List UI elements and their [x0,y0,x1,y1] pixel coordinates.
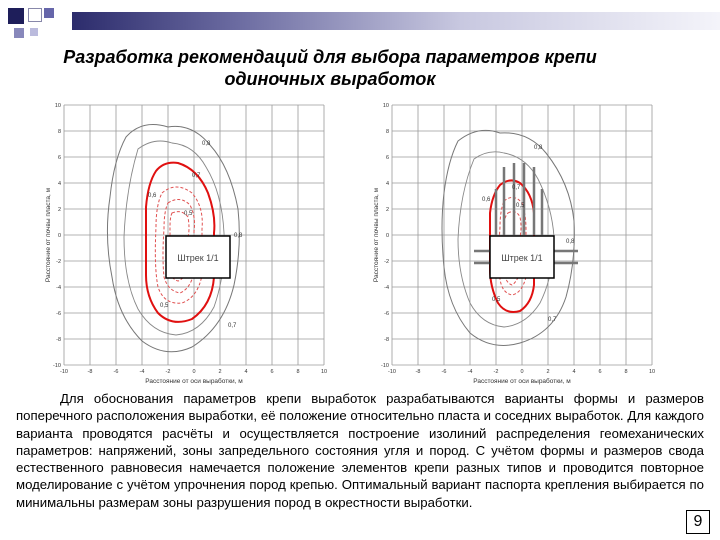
x-tick-label: 8 [624,369,628,375]
x-tick-label: -8 [87,369,93,375]
y-axis-label: Расстояние от почвы пласта, м [373,187,380,283]
y-tick-label: 4 [385,181,389,187]
contour-label: 0,8 [202,141,211,147]
y-tick-label: 0 [385,233,389,239]
x-tick-label: -10 [60,369,68,375]
title-line-1: Разработка рекомендаций для выбора параметров крепи [63,47,597,67]
y-tick-label: -2 [384,259,389,265]
contour-label: 0,5 [492,297,501,303]
y-tick-label: 2 [57,207,61,213]
contour-label: 0,7 [512,185,521,191]
y-tick-label: -6 [56,311,61,317]
x-tick-label: 2 [546,369,550,375]
x-tick-label: 10 [648,369,656,375]
y-tick-label: -10 [53,363,61,369]
opening-label: Штрек 1/1 [177,253,219,263]
grid [392,105,652,365]
x-tick-label: 6 [598,369,602,375]
contour-label: 0,7 [548,317,557,323]
y-tick-label: 10 [382,103,389,109]
y-tick-label: -2 [56,259,61,265]
y-tick-label: -4 [56,285,61,291]
x-tick-label: -6 [113,369,119,375]
x-tick-label: -4 [467,369,473,375]
y-tick-label: 6 [385,155,389,161]
deco-square [14,28,24,38]
y-tick-label: 8 [385,129,389,135]
contour-label: 0,5 [184,211,193,217]
slide-title [60,46,600,90]
x-tick-label: 8 [296,369,300,375]
y-tick-label: 10 [54,103,61,109]
deco-square [28,8,42,22]
header-gradient-bar [72,12,720,30]
x-tick-label: 0 [520,369,524,375]
y-tick-label: 4 [57,181,61,187]
x-tick-label: -6 [441,369,447,375]
y-tick-label: 8 [57,129,61,135]
x-tick-label: 6 [270,369,274,375]
contour-figure-right [370,97,670,387]
x-tick-label: -4 [139,369,145,375]
deco-square [8,8,24,24]
y-tick-label: -6 [384,311,389,317]
y-tick-label: 0 [57,233,61,239]
opening-label: Штрек 1/1 [501,253,543,263]
contour-label: 0,6 [482,197,491,203]
contour-label: 0,8 [534,145,543,151]
y-tick-label: 6 [57,155,61,161]
contour-figure-left [42,97,342,387]
contour-label: 0,7 [228,323,237,329]
y-tick-label: -4 [384,285,389,291]
y-tick-label: 2 [385,207,389,213]
x-tick-label: 0 [192,369,196,375]
contour-label: 0,8 [234,233,243,239]
x-tick-label: 2 [218,369,222,375]
contour-label: 0,6 [148,193,157,199]
x-tick-label: 10 [320,369,328,375]
page-number: 9 [686,510,710,534]
y-tick-label: -10 [381,363,389,369]
contour-label: 0,7 [192,173,201,179]
contour-label: 0,5 [516,203,525,209]
x-tick-label: -2 [165,369,171,375]
contour-label: 0,5 [160,303,169,309]
x-tick-label: 4 [572,369,576,375]
x-tick-label: -8 [415,369,421,375]
deco-square [44,8,54,18]
grid [64,105,324,365]
x-tick-label: -10 [388,369,396,375]
y-tick-label: -8 [56,337,61,343]
y-tick-label: -8 [384,337,389,343]
deco-square [30,28,38,36]
y-axis-label: Расстояние от почвы пласта, м [45,187,52,283]
x-tick-label: 4 [244,369,248,375]
title-line-2: одиночных выработок [224,69,436,89]
body-paragraph: Для обоснования параметров крепи выработок разрабатываются варианты формы и размеров поперечного расположения выработки, её положение относительно пласта и соседних выработок. Для каждого варианта проводятся расчёты и осуществляется построение изолиний распределения геомеханических параметров: напряжений, зоны запредельного состояния угля и пород. С учётом формы и размеров свода естественного равновесия намечается положение элементов крепи разных типов и проводится повторное моделирование с учётом упрочнения пород крепью. Оптимальный вариант паспорта крепления выбирается по минимальны размерам зоны разрушения пород в окрестности выработки. [16,391,704,510]
x-axis-label: Расстояние от оси выработки, м [473,378,571,385]
contour-label: 0,8 [566,239,575,245]
x-tick-label: -2 [493,369,499,375]
x-axis-label: Расстояние от оси выработки, м [145,378,243,385]
